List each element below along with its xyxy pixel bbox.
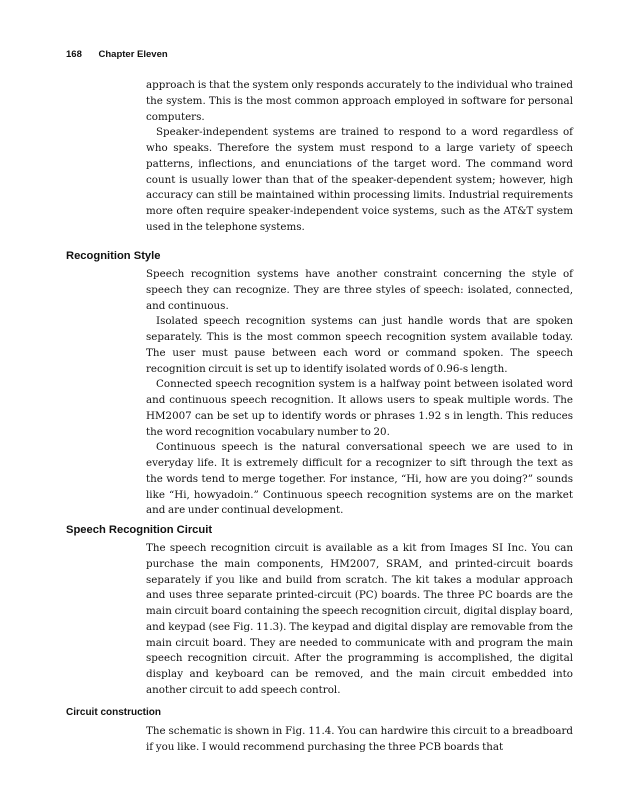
intro-paragraph-1: approach is that the system only responds accurately to the individual who trained the system. This is the most common approach employed in software for personal computers.	[146, 79, 573, 123]
running-head	[66, 49, 168, 60]
recognition-style-text	[146, 267, 573, 519]
recognition-style-paragraph-2: Isolated speech recognition systems can just handle words that are spoken separately. This is the most common speech recognition system available today. The user must pause between each word or command spoken. The speech recognition circuit is set up to identify isolated words of 0.96-s length.	[146, 315, 573, 375]
circuit-construction-text	[146, 724, 573, 756]
intro-paragraph-2: Speaker-independent systems are trained to respond to a word regardless of who speaks. Therefore the system must respond to a large variety of speech patterns, inflections, and enunciations of the target word. The command word count is usually lower than that of the speaker-dependent system; however, high accuracy can still be maintained within processing limits. Industrial requirements more often require speaker-independent voice systems, such as the AT&T system used in the telephone systems.	[146, 126, 573, 233]
circuit-construction-paragraph-1: The schematic is shown in Fig. 11.4. You can hardwire this circuit to a breadboard if you like. I would recommend purchasing the three PCB boards that	[146, 725, 573, 753]
intro-text	[146, 78, 573, 236]
heading-circuit-construction: Circuit construction	[66, 707, 162, 718]
speech-recognition-circuit-text	[146, 541, 573, 699]
speech-recognition-circuit-paragraph-1: The speech recognition circuit is available as a kit from Images SI Inc. You can purchase the main components, HM2007, SRAM, and printed-circuit boards separately if you like and build from scratch. The kit takes a modular approach and uses three separate printed-circuit (PC) boards. The three PC boards are the main circuit board containing the speech recognition circuit, digital display board, and keypad (see Fig. 11.3). The keypad and digital display are removable from the main circuit board. They are needed to communicate with and program the main speech recognition circuit. After the programming is accomplished, the digital display and keyboard can be removed, and the main circuit embedded into another circuit to add speech control.	[146, 542, 573, 696]
recognition-style-paragraph-4: Continuous speech is the natural conversational speech we are used to in everyday life. It is extremely difficult for a recognizer to sift through the text as the words tend to merge together. For instance, “Hi, how are you doing?” sounds like “Hi, howyadoin.” Continuous speech recognition systems are on the market and are under continual development.	[146, 441, 573, 517]
recognition-style-paragraph-3: Connected speech recognition system is a halfway point between isolated word and continuous speech recognition. It allows users to speak multiple words. The HM2007 can be set up to identify words or phrases 1.92 s in length. This reduces the word recognition vocabulary number to 20.	[146, 378, 573, 438]
heading-speech-recognition-circuit: Speech Recognition Circuit	[66, 524, 213, 536]
page-number: 168	[66, 49, 82, 60]
recognition-style-paragraph-1: Speech recognition systems have another constraint concerning the style of speech they can recognize. They are three styles of speech: isolated, connected, and continuous.	[146, 268, 573, 312]
heading-recognition-style: Recognition Style	[66, 250, 161, 262]
chapter-title: Chapter Eleven	[98, 49, 168, 60]
